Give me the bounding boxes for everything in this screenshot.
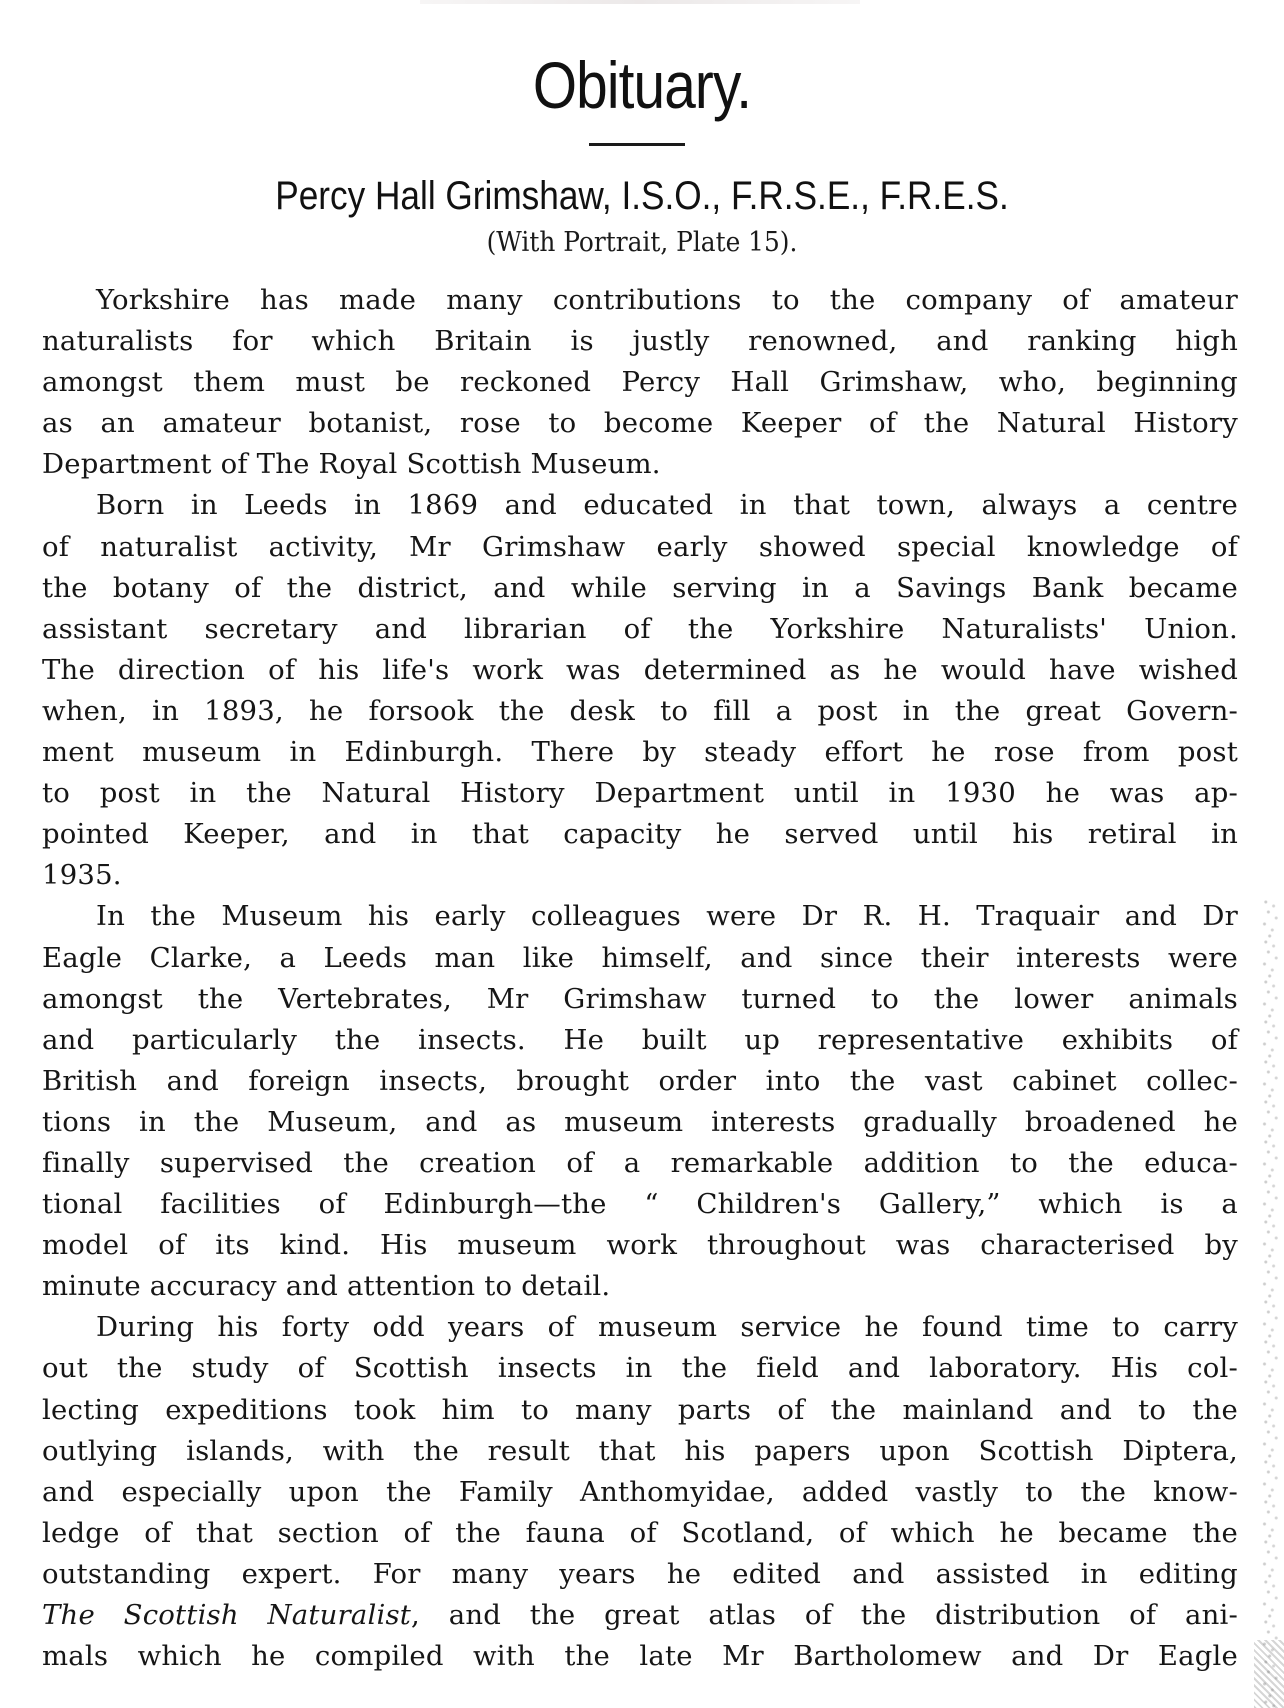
text-line: and especially upon the Family Anthomyidae, added vastly to the know-: [42, 1475, 1238, 1508]
page-title: Obituary.: [532, 48, 752, 122]
text-line: outlying islands, with the result that his papers upon Scottish Diptera,: [42, 1434, 1238, 1467]
text-line: when, in 1893, he forsook the desk to fill a post in the great Govern-: [42, 694, 1238, 727]
text-line: model of its kind. His museum work throughout was characterised by: [42, 1229, 1238, 1262]
text-line: British and foreign insects, brought order into the vast cabinet collec-: [42, 1064, 1238, 1097]
obituary-body: [42, 280, 1238, 1677]
text-line: as an amateur botanist, rose to become Keeper of the Natural History: [42, 407, 1238, 440]
text-line: finally supervised the creation of a remarkable addition to the educa-: [42, 1146, 1238, 1179]
text-line: and particularly the insects. He built up representative exhibits of: [42, 1023, 1238, 1056]
text-line: of naturalist activity, Mr Grimshaw early showed special knowledge of: [42, 530, 1238, 563]
text-line: ment museum in Edinburgh. There by steady effort he rose from post: [42, 736, 1238, 769]
text-line: the botany of the district, and while serving in a Savings Bank became: [42, 571, 1238, 604]
text-line: Department of The Royal Scottish Museum.: [42, 448, 661, 481]
text-line: amongst the Vertebrates, Mr Grimshaw turned to the lower animals: [42, 982, 1238, 1015]
text-line: During his forty odd years of museum service he found time to carry: [96, 1311, 1238, 1344]
text-line: 1935.: [42, 859, 122, 892]
text-line: Born in Leeds in 1869 and educated in that town, always a centre: [96, 489, 1238, 522]
text-line: pointed Keeper, and in that capacity he served until his retiral in: [42, 818, 1238, 851]
text-line: assistant secretary and librarian of the Yorkshire Naturalists' Union.: [42, 612, 1238, 645]
obituary-subject: Percy Hall Grimshaw, I.S.O., F.R.S.E., F.R.E.S.: [275, 174, 1009, 218]
text-line: The Scottish Naturalist, and the great atlas of the distribution of ani-: [42, 1599, 1239, 1631]
text-line: The direction of his life's work was determined as he would have wished: [42, 653, 1238, 686]
text-line: amongst them must be reckoned Percy Hall Grimshaw, who, beginning: [42, 366, 1238, 399]
paragraph-3: [42, 896, 1238, 1307]
text-line: Eagle Clarke, a Leeds man like himself, and since their interests were: [42, 941, 1238, 974]
plate-note: (With Portrait, Plate 15).: [486, 227, 798, 258]
scan-edge-noise: [1258, 900, 1284, 1708]
text-line: naturalists for which Britain is justly renowned, and ranking high: [42, 325, 1238, 358]
top-rule-bleedthrough: [420, 0, 860, 4]
paragraph-4: [42, 1307, 1238, 1677]
text-line: lecting expeditions took him to many parts of the mainland and to the: [42, 1393, 1238, 1426]
text-line: tions in the Museum, and as museum interests gradually broadened he: [42, 1105, 1238, 1138]
scan-corner-noise: [1254, 1640, 1284, 1708]
text-line: outstanding expert. For many years he edited and assisted in editing: [42, 1557, 1238, 1590]
text-line: minute accuracy and attention to detail.: [42, 1270, 611, 1303]
text-line: to post in the Natural History Department until in 1930 he was ap-: [42, 777, 1238, 810]
text-line: In the Museum his early colleagues were Dr R. H. Traquair and Dr: [96, 900, 1238, 933]
paragraph-1: [42, 280, 1238, 485]
text-line: tional facilities of Edinburgh—the “ Children's Gallery,” which is a: [42, 1188, 1238, 1221]
title-divider: [589, 143, 685, 146]
paragraph-2: [42, 485, 1238, 896]
text-line: ledge of that section of the fauna of Scotland, of which he became the: [42, 1516, 1238, 1549]
journal-title: The Scottish Naturalist: [42, 1599, 412, 1631]
text-line: mals which he compiled with the late Mr Bartholomew and Dr Eagle: [42, 1640, 1238, 1673]
text-line: out the study of Scottish insects in the field and laboratory. His col-: [42, 1352, 1238, 1385]
text-line: Yorkshire has made many contributions to the company of amateur: [96, 284, 1238, 316]
